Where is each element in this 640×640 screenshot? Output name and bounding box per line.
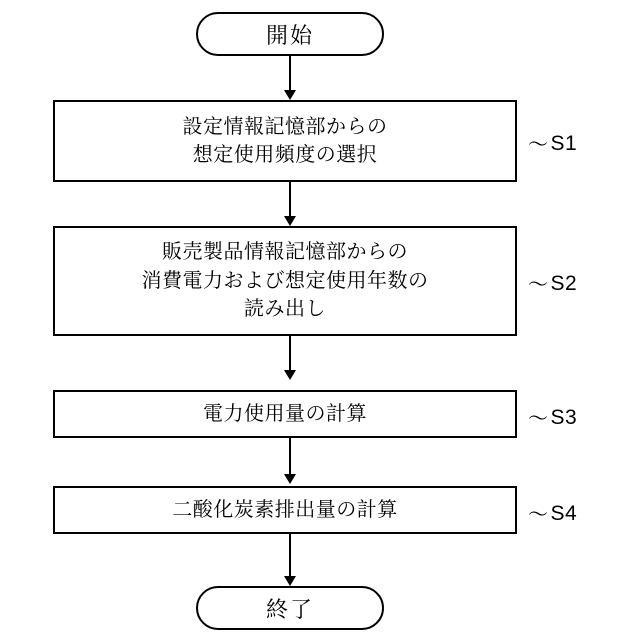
flow-node-start xyxy=(196,12,384,56)
step-label-s3-text: S3 xyxy=(550,405,578,429)
step-marker-s2: 〜 xyxy=(528,274,549,296)
flow-node-end-label: 終了 xyxy=(265,596,314,622)
step-marker-s3: 〜 xyxy=(528,408,549,430)
step-label-s2 xyxy=(528,269,577,298)
step-label-s4 xyxy=(528,499,577,528)
step-marker-s1: 〜 xyxy=(528,134,549,156)
connector-s4-to-end xyxy=(289,534,291,578)
arrowhead-start-to-s1 xyxy=(284,90,296,100)
flow-node-s4-label: 二酸化炭素排出量の計算 xyxy=(172,498,398,521)
step-label-s4-text: S4 xyxy=(550,501,578,525)
connector-start-to-s1 xyxy=(289,56,291,92)
flow-node-s1 xyxy=(53,100,517,182)
arrowhead-s1-to-s2 xyxy=(284,216,296,226)
flow-node-s2 xyxy=(53,226,517,336)
connector-s1-to-s2 xyxy=(289,182,291,218)
connector-s2-to-s3 xyxy=(289,336,291,372)
connector-s3-to-s4 xyxy=(289,438,291,476)
flow-node-s2-label: 販売製品情報記憶部からの 消費電力および想定使用年数の 読み出し xyxy=(141,241,429,321)
step-label-s1 xyxy=(528,129,577,158)
flow-node-s3-label: 電力使用量の計算 xyxy=(203,402,367,425)
flow-node-s4 xyxy=(53,486,517,534)
flow-node-s3 xyxy=(53,390,517,438)
step-marker-s4: 〜 xyxy=(528,504,549,526)
flow-node-s1-label: 設定情報記憶部からの 想定使用頻度の選択 xyxy=(182,115,388,166)
flow-node-end xyxy=(196,586,384,630)
arrowhead-s3-to-s4 xyxy=(284,474,296,484)
step-label-s2-text: S2 xyxy=(550,271,578,295)
arrowhead-s4-to-end xyxy=(284,576,296,586)
arrowhead-s2-to-s3 xyxy=(284,370,296,380)
step-label-s3 xyxy=(528,403,577,432)
step-label-s1-text: S1 xyxy=(550,131,578,155)
flow-node-start-label: 開始 xyxy=(265,22,314,48)
